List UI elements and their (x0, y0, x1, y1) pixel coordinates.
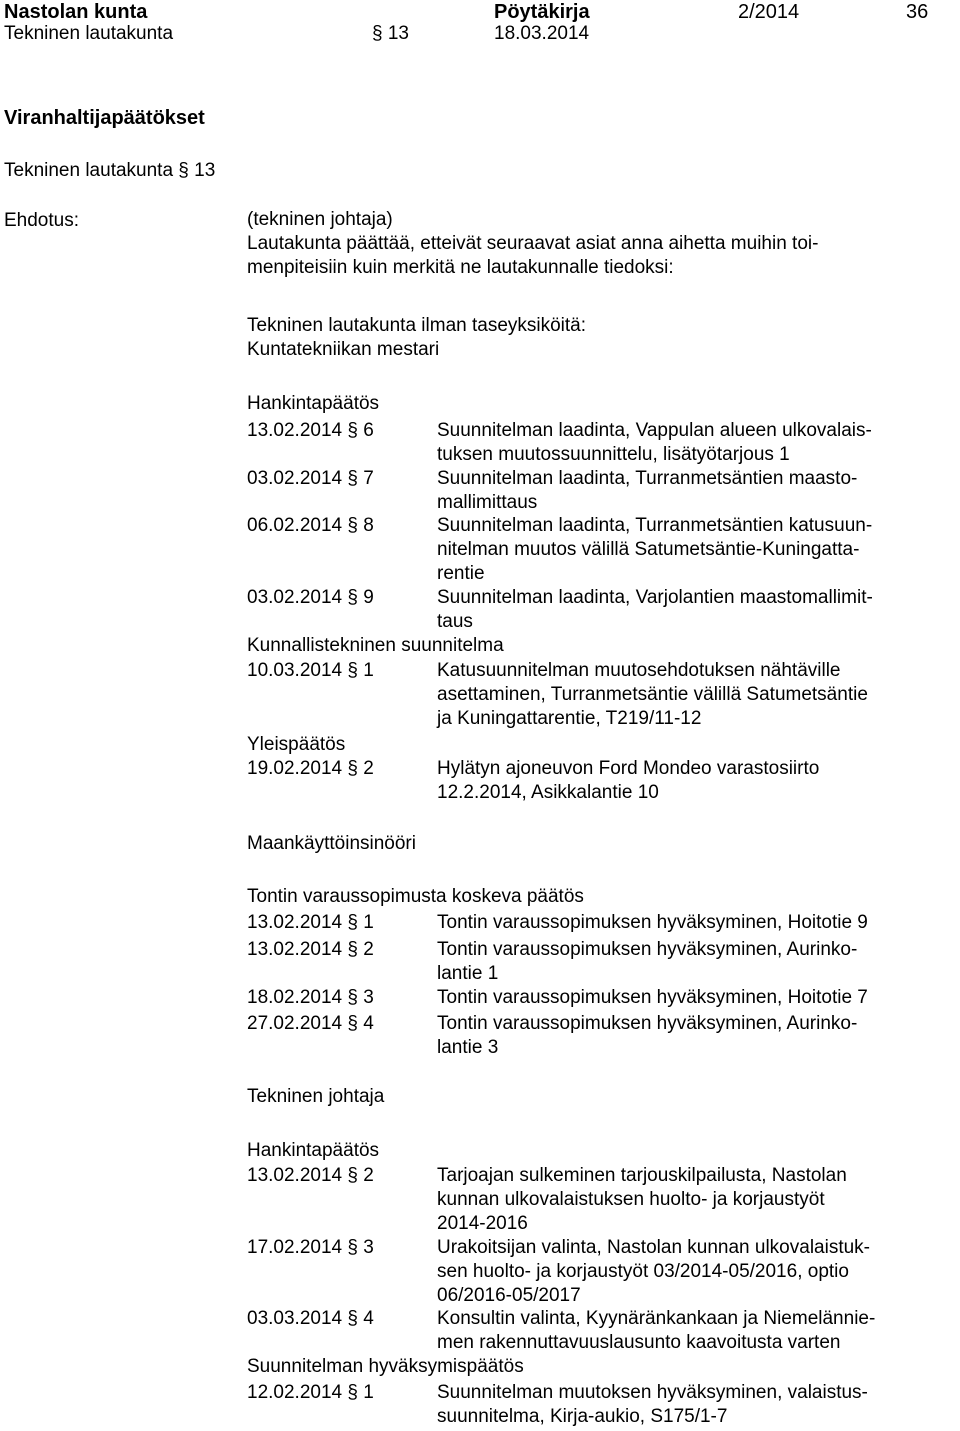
description-line: lantie 1 (437, 963, 499, 984)
meeting-date: 18.03.2014 (494, 23, 590, 44)
description-line: 06/2016-05/2017 (437, 1285, 581, 1306)
decision-description (437, 986, 917, 1010)
description-line: 12.2.2014, Asikkalantie 10 (437, 782, 659, 803)
document-title: Viranhaltijapäätökset (4, 107, 205, 129)
description-line: Tontin varaussopimuksen hyväksyminen, Hoitotie 7 (437, 987, 868, 1008)
description-line: kunnan ulkovalaistuksen huolto- ja korjaustyöt (437, 1189, 825, 1210)
document-type: Pöytäkirja (494, 1, 590, 23)
official-role: Maankäyttöinsinööri (247, 833, 416, 854)
municipality-name: Nastolan kunta (4, 1, 148, 23)
description-line: Katusuunnitelman muutosehdotuksen nähtäville (437, 660, 841, 681)
description-line: ja Kuningattarentie, T219/11-12 (437, 708, 702, 729)
description-line: Suunnitelman muutoksen hyväksyminen, valaistus- (437, 1382, 868, 1403)
decision-date: 13.02.2014 § 2 (247, 939, 374, 960)
proposal-line: menpiteisiin kuin merkitä ne lautakunnalle tiedoksi: (247, 257, 674, 278)
description-line: Tontin varaussopimuksen hyväksyminen, Aurinko- (437, 1013, 858, 1034)
page-number: 36 (906, 1, 929, 23)
decision-description (437, 514, 917, 586)
unit-heading (247, 314, 586, 362)
proposal-line: Lautakunta päättää, etteivät seuraavat asiat anna aihetta muihin toi- (247, 233, 819, 254)
description-line: 2014-2016 (437, 1213, 528, 1234)
proposal-author: (tekninen johtaja) (247, 209, 393, 230)
decision-description (437, 1164, 917, 1236)
description-line: nitelman muutos välillä Satumetsäntie-Kuningatta- (437, 539, 860, 560)
section-number: § 13 (372, 23, 409, 44)
decision-date: 03.03.2014 § 4 (247, 1308, 374, 1329)
decision-description (437, 1012, 917, 1060)
decision-description (437, 1236, 917, 1308)
decision-date: 03.02.2014 § 7 (247, 468, 374, 489)
decision-description (437, 938, 917, 986)
decision-date: 17.02.2014 § 3 (247, 1237, 374, 1258)
description-line: Urakoitsijan valinta, Nastolan kunnan ulkovalaistuk- (437, 1237, 871, 1258)
proposal-text (247, 208, 818, 280)
category-title: Kunnallistekninen suunnitelma (247, 635, 504, 656)
description-line: Konsultin valinta, Kyynäränkankaan ja Niemelännie- (437, 1308, 876, 1329)
proposal-label: Ehdotus: (4, 210, 79, 231)
description-line: Tontin varaussopimuksen hyväksyminen, Aurinko- (437, 939, 858, 960)
description-line: lantie 3 (437, 1037, 499, 1058)
decision-description (437, 1307, 917, 1355)
decision-date: 10.03.2014 § 1 (247, 660, 374, 681)
decision-date: 19.02.2014 § 2 (247, 758, 374, 779)
document-number: 2/2014 (738, 1, 800, 23)
decision-description (437, 419, 917, 467)
description-line: asettaminen, Turranmetsäntie välillä Satumetsäntie (437, 684, 868, 705)
decision-date: 06.02.2014 § 8 (247, 515, 374, 536)
category-title: Tontin varaussopimusta koskeva päätös (247, 886, 584, 907)
description-line: Tontin varaussopimuksen hyväksyminen, Hoitotie 9 (437, 912, 868, 933)
description-line: Tarjoajan sulkeminen tarjouskilpailusta, Nastolan (437, 1165, 847, 1186)
category-title: Yleispäätös (247, 734, 346, 755)
description-line: rentie (437, 563, 485, 584)
decision-date: 18.02.2014 § 3 (247, 987, 374, 1008)
description-line: mallimittaus (437, 492, 538, 513)
decision-description (437, 757, 917, 805)
decision-description (437, 467, 917, 515)
category-title: Suunnitelman hyväksymispäätös (247, 1356, 524, 1377)
decision-description (437, 659, 917, 731)
decision-description (437, 1381, 917, 1429)
description-line: Suunnitelman laadinta, Turranmetsäntien katusuun- (437, 515, 873, 536)
description-line: tuksen muutossuunnittelu, lisätyötarjous 1 (437, 444, 790, 465)
unit-role: Kuntatekniikan mestari (247, 339, 440, 360)
decision-date: 03.02.2014 § 9 (247, 587, 374, 608)
description-line: sen huolto- ja korjaustyöt 03/2014-05/2016, optio (437, 1261, 849, 1282)
description-line: taus (437, 611, 473, 632)
description-line: Suunnitelman laadinta, Turranmetsäntien maasto- (437, 468, 858, 489)
decision-description (437, 911, 917, 935)
unit-line: Tekninen lautakunta ilman taseyksiköitä: (247, 315, 587, 336)
decision-date: 27.02.2014 § 4 (247, 1013, 374, 1034)
decision-description (437, 586, 917, 634)
description-line: Suunnitelman laadinta, Vappulan alueen ulkovalais- (437, 420, 872, 441)
category-title: Hankintapäätös (247, 1140, 380, 1161)
description-line: suunnitelma, Kirja-aukio, S175/1-7 (437, 1406, 728, 1427)
section-reference: Tekninen lautakunta § 13 (4, 160, 216, 181)
description-line: Suunnitelman laadinta, Varjolantien maastomallimit- (437, 587, 873, 608)
decision-date: 12.02.2014 § 1 (247, 1382, 374, 1403)
decision-date: 13.02.2014 § 2 (247, 1165, 374, 1186)
decision-date: 13.02.2014 § 6 (247, 420, 374, 441)
description-line: Hylätyn ajoneuvon Ford Mondeo varastosiirto (437, 758, 820, 779)
official-role: Tekninen johtaja (247, 1086, 385, 1107)
committee-name: Tekninen lautakunta (4, 23, 174, 44)
category-title: Hankintapäätös (247, 393, 380, 414)
decision-date: 13.02.2014 § 1 (247, 912, 374, 933)
description-line: men rakennuttavuuslausunto kaavoitusta varten (437, 1332, 841, 1353)
